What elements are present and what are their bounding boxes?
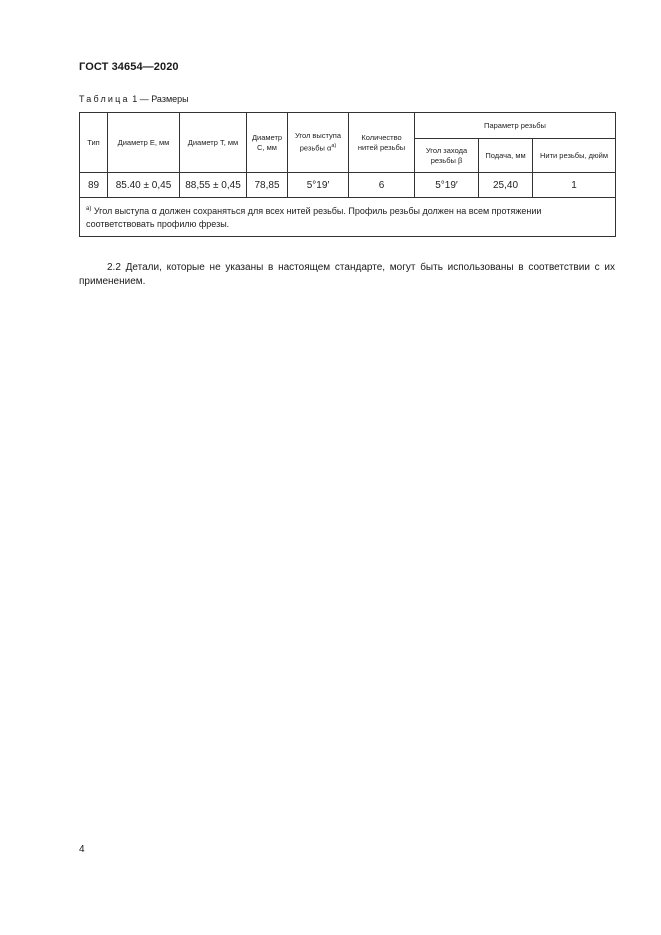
header-thread-param-group: Параметр резьбы — [415, 113, 616, 139]
header-threads-count: Количество нитей резьбы — [349, 113, 415, 173]
table-caption-title: 1 — Размеры — [129, 94, 189, 104]
table-caption-lead: Таблица — [79, 94, 130, 104]
table-footnote-row — [80, 198, 616, 237]
header-beta: Угол захода резьбы β — [415, 139, 479, 173]
header-diameter-e: Диаметр E, мм — [108, 113, 180, 173]
header-threads-per-inch: Нити резьбы, дюйм — [533, 139, 616, 173]
cell-type: 89 — [80, 173, 108, 198]
header-pitch: Подача, мм — [479, 139, 533, 173]
header-diameter-c: Диаметр C, мм — [247, 113, 288, 173]
table-caption — [79, 94, 189, 104]
header-alpha — [288, 113, 349, 173]
cell-beta: 5°19′ — [415, 173, 479, 198]
document-header: ГОСТ 34654—2020 — [79, 61, 179, 73]
header-type: Тип — [80, 113, 108, 173]
body-paragraph: 2.2 Детали, которые не указаны в настоящем стандарте, могут быть использованы в соответствии с их применением. — [79, 262, 615, 287]
header-alpha-footnote-mark: а) — [331, 143, 337, 150]
table-footnote — [80, 198, 616, 237]
dimensions-table — [79, 112, 616, 237]
header-alpha-label: Угол выступа резьбы α — [294, 131, 342, 153]
cell-alpha: 5°19′ — [288, 173, 349, 198]
cell-diameter-t: 88,55 ± 0,45 — [180, 173, 247, 198]
cell-threads-count: 6 — [349, 173, 415, 198]
cell-threads-per-inch: 1 — [533, 173, 616, 198]
cell-diameter-e: 85.40 ± 0,45 — [108, 173, 180, 198]
page-number: 4 — [79, 844, 85, 855]
footnote-text: Угол выступа α должен сохраняться для всех нитей резьбы. Профиль резьбы должен на всем протяжении соответствовать профилю фрезы. — [86, 205, 542, 229]
cell-pitch: 25,40 — [479, 173, 533, 198]
table-row — [80, 173, 616, 198]
header-diameter-t: Диаметр T, мм — [180, 113, 247, 173]
cell-diameter-c: 78,85 — [247, 173, 288, 198]
table-header-row — [80, 113, 616, 139]
footnote-mark: а) — [86, 205, 92, 212]
